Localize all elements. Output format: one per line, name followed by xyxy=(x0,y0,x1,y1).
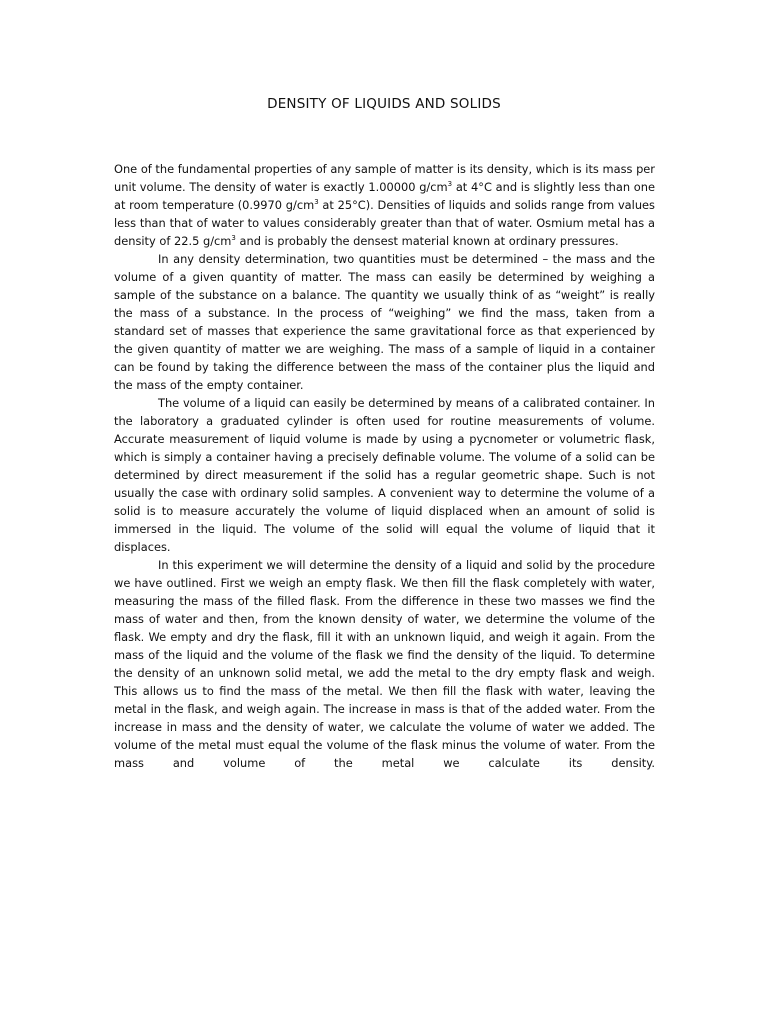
superscript-3: 3 xyxy=(447,180,453,189)
paragraph-1-text-d: and is probably the densest material known at ordinary pressures. xyxy=(235,234,619,248)
paragraph-1-text-b: at 4°C and is slightly less than one at room temperature (0.9970 g/cm xyxy=(114,180,655,212)
superscript-3: 3 xyxy=(231,234,236,243)
paragraph-1 xyxy=(114,160,655,250)
paragraph-1-text-a: One of the fundamental properties of any sample of matter is its density, which is its mass per unit volume. The density of water is exactly 1.00000 g/cm xyxy=(114,162,655,194)
document-title: DENSITY OF LIQUIDS AND SOLIDS xyxy=(267,96,501,112)
paragraph-2: In any density determination, two quantities must be determined – the mass and the volume of a given quantity of matter. The mass can easily be determined by weighing a sample of the substance on a balance. The quantity we usually think of as “weight” is really the mass of a substance. In the process of “weighing” we find the mass, taken from a standard set of masses that experience the same gravitational force as that experienced by the given quantity of matter we are weighing. The mass of a sample of liquid in a container can be found by taking the difference between the mass of the container plus the liquid and the mass of the empty container. xyxy=(114,252,655,392)
superscript-3: 3 xyxy=(314,198,319,207)
paragraph-4: In this experiment we will determine the density of a liquid and solid by the procedure we have outlined. First we weigh an empty flask. We then fill the flask completely with water, measuring the mass of the filled flask. From the difference in these two masses we find the mass of water and then, from the known density of water, we determine the volume of the flask. We empty and dry the flask, fill it with an unknown liquid, and weigh it again. From the mass of the liquid and the volume of the flask we find the density of the liquid. To determine the density of an unknown solid metal, we add the metal to the dry empty flask and weigh. This allows us to find the mass of the metal. We then fill the flask with water, leaving the metal in the flask, and weigh again. The increase in mass is that of the added water. From the increase in mass and the density of water, we calculate the volume of water we added. The volume of the metal must equal the volume of the flask minus the volume of water. From the mass and volume of the metal we calculate its density. xyxy=(114,558,655,770)
document-body xyxy=(114,160,655,772)
paragraph-3: The volume of a liquid can easily be determined by means of a calibrated container. In the laboratory a graduated cylinder is often used for routine measurements of volume. Accurate measurement of liquid volume is made by using a pycnometer or volumetric flask, which is simply a container having a precisely definable volume. The volume of a solid can be determined by direct measurement if the solid has a regular geometric shape. Such is not usually the case with ordinary solid samples. A convenient way to determine the volume of a solid is to measure accurately the volume of liquid displaced when an amount of solid is immersed in the liquid. The volume of the solid will equal the volume of liquid that it displaces. xyxy=(114,396,655,554)
paragraph-1-text-c: at 25°C). Densities of liquids and solids range from values less than that of water to values considerably greater than that of water. Osmium metal has a density of 22.5 g/cm xyxy=(114,198,655,248)
